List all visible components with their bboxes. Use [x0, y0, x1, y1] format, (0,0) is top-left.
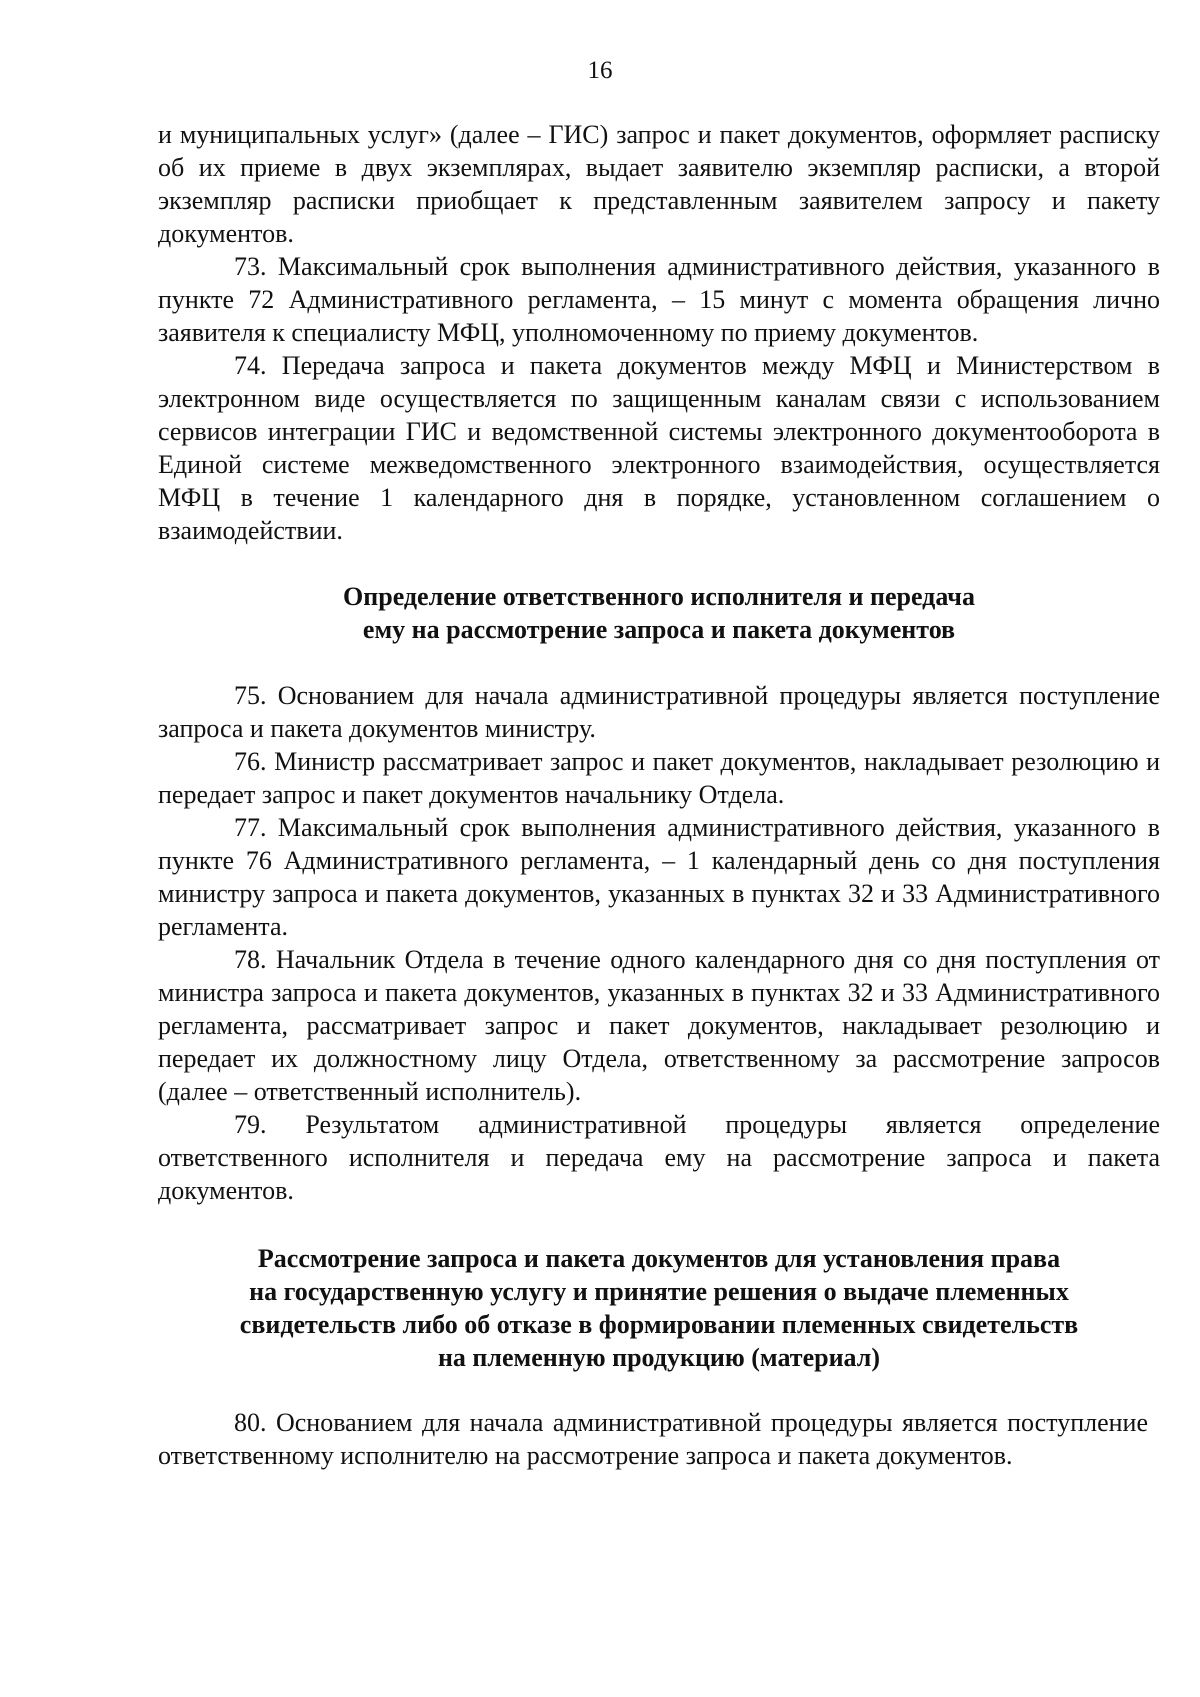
- paragraph-74: 74. Передача запроса и пакета документов между МФЦ и Министерством в электронном виде осуществляется по защищенным каналам связи с использованием сервисов интеграции ГИС и ведомственной системы электронного документооборота в Единой системе межведомственного электронного взаимодействия, осуществляется МФЦ в течение 1 календарного дня в порядке, установленном соглашением о взаимодействии.: [158, 351, 1160, 545]
- paragraph-76: 76. Министр рассматривает запрос и пакет документов, накладывает резолюцию и передает запрос и пакет документов начальнику Отдела.: [158, 747, 1160, 809]
- heading-line: на племенную продукцию (материал): [437, 1343, 881, 1372]
- heading-line: Определение ответственного исполнителя и передача: [343, 582, 975, 611]
- section-heading-request-review: [158, 1242, 1160, 1374]
- heading-line: свидетельств либо об отказе в формировании племенных свидетельств: [239, 1310, 1079, 1339]
- paragraph-80: 80. Основанием для начала административной процедуры является поступление ответственному исполнителю на рассмотрение запроса и пакета документов.: [158, 1408, 1148, 1470]
- paragraph-73: 73. Максимальный срок выполнения административного действия, указанного в пункте 72 Административного регламента, – 15 минут с момента обращения лично заявителя к специалисту МФЦ, уполномоченному по приему документов.: [158, 252, 1160, 347]
- heading-line: ему на рассмотрение запроса и пакета документов: [362, 615, 956, 644]
- paragraph-79: 79. Результатом административной процедуры является определение ответственного исполнителя и передача ему на рассмотрение запроса и пакета документов.: [158, 1110, 1160, 1205]
- heading-line: на государственную услугу и принятие решения о выдаче племенных: [249, 1277, 1069, 1306]
- paragraph-72-continuation: и муниципальных услуг» (далее – ГИС) запрос и пакет документов, оформляет расписку об их приеме в двух экземплярах, выдает заявителю экземпляр расписки, а второй экземпляр расписки приобщает к представленным заявителем запросу и пакету документов.: [158, 120, 1160, 248]
- section-heading-responsible-executor: [158, 580, 1160, 646]
- paragraph-78: 78. Начальник Отдела в течение одного календарного дня со дня поступления от министра запроса и пакета документов, указанных в пунктах 32 и 33 Административного регламента, рассматривает запрос и пакет документов, накладывает резолюцию и передает их должностному лицу Отдела, ответственному за рассмотрение запросов (далее – ответственный исполнитель).: [158, 945, 1160, 1106]
- document-body: [158, 118, 1160, 1472]
- page-number: 16: [587, 57, 613, 84]
- heading-line: Рассмотрение запроса и пакета документов для установления права: [257, 1244, 1061, 1273]
- paragraph-75: 75. Основанием для начала административной процедуры является поступление запроса и пакета документов министру.: [158, 681, 1160, 743]
- paragraph-77: 77. Максимальный срок выполнения административного действия, указанного в пункте 76 Административного регламента, – 1 календарный день со дня поступления министру запроса и пакета документов, указанных в пунктах 32 и 33 Административного регламента.: [158, 813, 1160, 941]
